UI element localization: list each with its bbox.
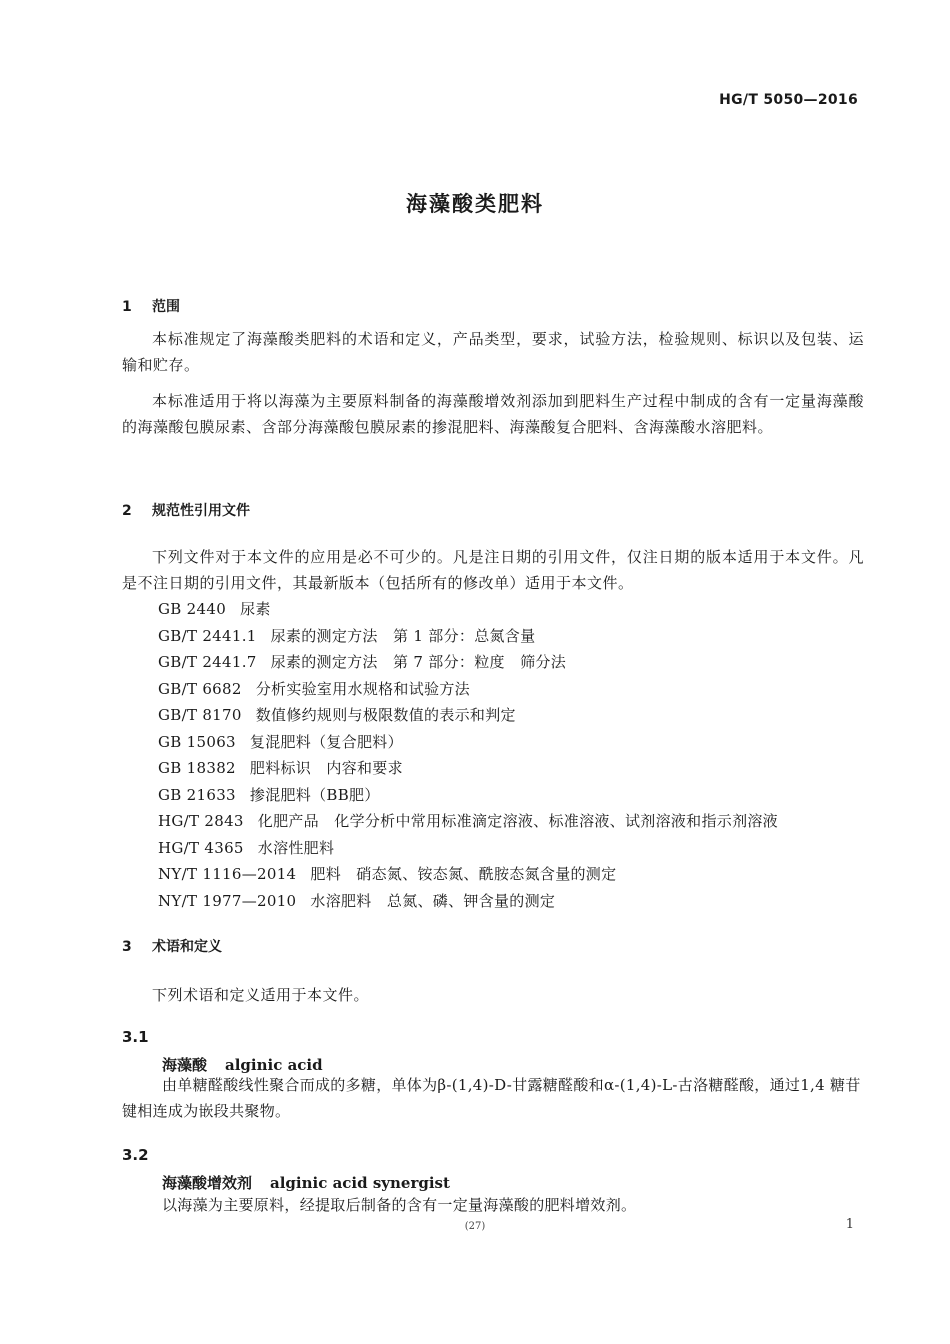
section-title: 范围 [152,299,180,315]
reference-code: HG/T 2843 [158,812,244,830]
term-definition: 以海藻为主要原料，经提取后制备的含有一定量海藻酸的肥料增效剂。 [162,1196,637,1214]
reference-code: GB/T 6682 [158,679,242,698]
reference-code: GB 15063 [158,732,236,751]
section-heading-references [122,500,250,520]
reference-item [158,678,778,705]
page-number-right: 1 [845,1217,854,1232]
reference-code: GB/T 2441.1 [158,626,257,645]
reference-code: NY/T 1977—2010 [158,891,297,910]
reference-title: 化肥产品 化学分析中常用标准滴定溶液、标准溶液、试剂溶液和指示剂溶液 [257,812,778,830]
term-zh: 海藻酸 [162,1056,208,1074]
section-title: 术语和定义 [152,939,222,955]
reference-code: GB 18382 [158,759,236,777]
reference-code: GB/T 8170 [158,706,242,724]
section-heading-scope [122,296,180,316]
term-number: 3.2 [122,1146,149,1164]
terms-intro: 下列术语和定义适用于本文件。 [152,986,370,1004]
reference-title: 尿素 [240,600,271,618]
reference-item [158,863,778,890]
reference-code: GB 2440 [158,600,227,618]
scope-paragraph-2: 本标准适用于将以海藻为主要原料制备的海藻酸增效剂添加到肥料生产过程中制成的含有一定量海藻酸的海藻酸包膜尿素、含部分海藻酸包膜尿素的掺混肥料、海藻酸复合肥料、含海藻酸水溶肥料。 [122,392,864,436]
reference-title: 分析实验室用水规格和试验方法 [255,679,470,698]
term-definition: 由单糖醛酸线性聚合而成的多糖，单体为β-(1,4)-D-甘露糖醛酸和α-(1,4)-L-古洛糖醛酸，通过1,4 糖苷键相连成为嵌段共聚物。 [122,1076,861,1120]
reference-item [158,757,778,784]
reference-item [158,704,778,731]
reference-title: 复混肥料（复合肥料） [249,732,403,751]
reference-title: 掺混肥料（BB肥） [249,785,380,804]
section-number: 2 [122,503,132,519]
standard-number: HG/T 5050—2016 [719,92,858,108]
reference-code: GB 21633 [158,785,236,804]
page-number-center: (27) [464,1221,486,1232]
term-heading [162,1172,450,1193]
section-number: 3 [122,939,132,955]
document-title: 海藻酸类肥料 [406,192,544,216]
term-en: alginic acid [225,1056,323,1074]
reference-item [158,731,778,758]
reference-code: GB/T 2441.7 [158,653,257,671]
reference-list [158,598,778,916]
reference-item [158,651,778,678]
reference-item [158,598,778,625]
references-intro: 下列文件对于本文件的应用是必不可少的。凡是注日期的引用文件，仅注日期的版本适用于本文件。凡是不注日期的引用文件，其最新版本（包括所有的修改单）适用于本文件。 [122,548,864,592]
reference-title: 肥料 硝态氮、铵态氮、酰胺态氮含量的测定 [310,865,617,883]
reference-title: 数值修约规则与极限数值的表示和判定 [255,706,516,724]
section-number: 1 [122,299,132,315]
term-en: alginic acid synergist [270,1174,450,1192]
reference-title: 尿素的测定方法 第 7 部分：粒度 筛分法 [270,653,567,671]
reference-title: 肥料标识 内容和要求 [249,759,403,777]
reference-item [158,890,778,917]
reference-title: 尿素的测定方法 第 1 部分：总氮含量 [270,626,536,645]
reference-code: HG/T 4365 [158,838,244,857]
reference-code: NY/T 1116—2014 [158,865,297,883]
term-zh: 海藻酸增效剂 [162,1174,253,1192]
scope-paragraph-1: 本标准规定了海藻酸类肥料的术语和定义，产品类型，要求，试验方法，检验规则、标识以及包装、运输和贮存。 [122,330,864,374]
reference-item [158,625,778,652]
term-number: 3.1 [122,1028,149,1046]
reference-item [158,837,778,864]
reference-item [158,784,778,811]
section-heading-terms [122,936,222,956]
section-title: 规范性引用文件 [152,503,250,519]
reference-title: 水溶性肥料 [257,838,335,857]
reference-title: 水溶肥料 总氮、磷、钾含量的测定 [310,891,556,910]
reference-item [158,810,778,837]
